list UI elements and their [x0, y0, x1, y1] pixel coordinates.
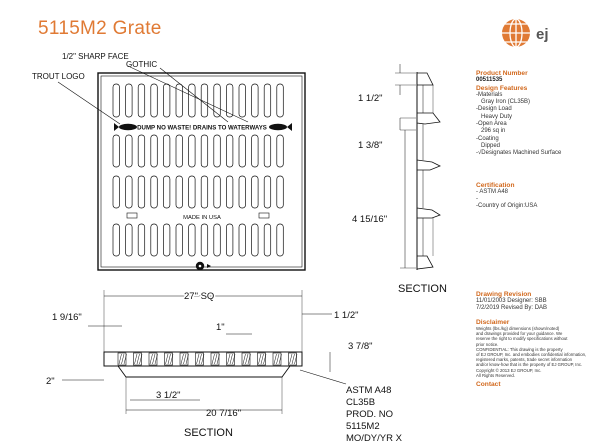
- bottom-dim-lip: 2": [46, 376, 55, 387]
- bottom-dim-overall: 27" SQ: [184, 291, 215, 302]
- grate-slot: [151, 176, 158, 208]
- grate-slot: [214, 176, 221, 208]
- dump-warning-text: DUMP NO WASTE! DRAINS TO WATERWAYS: [137, 124, 267, 132]
- open-area-label: -Open Area: [476, 121, 507, 128]
- disclaimer-text: [476, 326, 598, 378]
- grate-slot: [239, 84, 246, 117]
- globe-icon: [502, 19, 530, 47]
- revision-line-2: 7/2/2019 Revised By: DAB: [476, 305, 548, 312]
- slot-pattern: [113, 84, 283, 256]
- grate-slot: [176, 224, 183, 256]
- grate-slot: [226, 176, 233, 208]
- grate-slot: [138, 176, 145, 208]
- open-area-value: 296 sq in: [481, 128, 506, 135]
- grate-slot: [239, 135, 246, 167]
- grate-slot: [226, 135, 233, 167]
- trout-logo-callout: TROUT LOGO: [32, 72, 85, 81]
- grate-slot: [277, 135, 284, 167]
- grate-slot: [138, 135, 145, 167]
- grate-slot: [163, 176, 170, 208]
- grate-slot: [226, 224, 233, 256]
- contact-heading: Contact: [476, 380, 501, 388]
- country-value: USA: [525, 203, 538, 210]
- product-number: 00511535: [476, 77, 503, 84]
- disclaimer-line: of EJ GROUP, Inc. and embodies confidential information,: [476, 351, 587, 357]
- cert-astm: - ASTM A48: [476, 188, 509, 195]
- grate-slot: [277, 84, 284, 117]
- grate-slot: [163, 84, 170, 117]
- design-features-heading: Design Features: [476, 84, 528, 92]
- certification-heading: Certification: [476, 181, 515, 189]
- grate-slot: [201, 224, 208, 256]
- grate-slot: [138, 84, 145, 117]
- cert-blank: -: [476, 196, 478, 203]
- grate-slot: [113, 224, 120, 256]
- disclaimer-line: prior notice.: [476, 341, 499, 347]
- grate-slot: [151, 135, 158, 167]
- grate-slot: [252, 224, 259, 256]
- bottom-dim-bar: 1": [216, 322, 225, 333]
- grate-slot: [189, 84, 196, 117]
- grate-slot: [126, 84, 133, 117]
- country-label: -Country of Origin:: [476, 203, 526, 210]
- grate-slot: [126, 176, 133, 208]
- grate-slot: [252, 135, 259, 167]
- side-section-profile: [395, 64, 440, 270]
- grate-slot: [176, 176, 183, 208]
- load-value: Heavy Duty: [481, 113, 513, 120]
- logo-text: ej: [536, 26, 549, 43]
- grate-slot: [239, 224, 246, 256]
- disclaimer-line: All Rights Reserved.: [476, 372, 515, 378]
- grate-slot: [252, 84, 259, 117]
- side-dim-mid: 1 3/8": [358, 140, 383, 151]
- grate-slot: [189, 135, 196, 167]
- grate-slot: [252, 176, 259, 208]
- sharp-face-callout: 1/2" SHARP FACE: [62, 52, 129, 61]
- machined-note: -√Designates Machined Surface: [476, 150, 562, 157]
- grate-slot: [189, 176, 196, 208]
- spec-line-3: PROD. NO: [346, 409, 393, 420]
- grate-slot: [214, 224, 221, 256]
- disclaimer-line: Copyright © 2013 EJ GROUP, Inc.: [476, 367, 542, 373]
- grate-slot: [113, 176, 120, 208]
- side-section-label: SECTION: [398, 283, 447, 295]
- grate-slot: [126, 224, 133, 256]
- bottom-dim-height: 3 7/8": [348, 341, 373, 352]
- date-wheel-icon: [196, 262, 211, 270]
- grate-slot: [189, 224, 196, 256]
- disclaimer-line: CONFIDENTIAL: This drawing is the property: [476, 346, 563, 352]
- ej-globe-logo: [500, 10, 560, 58]
- grate-slot: [163, 135, 170, 167]
- bottom-section-profile: [104, 352, 302, 377]
- disclaimer-line: reserve the right to modify specifications without: [476, 336, 568, 342]
- spec-line-5: MO/DY/YR X: [346, 433, 402, 443]
- grate-slot: [113, 84, 120, 117]
- bottom-dim-bottom: 20 7/16": [206, 408, 242, 419]
- material-label: -Materials: [476, 91, 503, 98]
- revision-heading: Drawing Revision: [476, 290, 532, 298]
- grate-slot: [151, 84, 158, 117]
- disclaimer-heading: Disclaimer: [476, 318, 510, 326]
- gothic-callout: GOTHIC: [126, 60, 158, 69]
- revision-line-1: 11/01/2003 Designer: SBB: [476, 298, 547, 305]
- bottom-dim-left: 1 9/16": [52, 312, 82, 323]
- disclaimer-line: and drawings provided for your guidance. We: [476, 331, 563, 337]
- spec-line-1: ASTM A48: [346, 385, 392, 396]
- spec-line-4: 5115M2: [346, 421, 380, 432]
- grate-slot: [214, 135, 221, 167]
- side-dim-bottom: 4 15/16": [352, 214, 388, 225]
- product-number-heading: Product Number: [476, 70, 528, 77]
- load-label: -Design Load: [476, 106, 512, 113]
- disclaimer-line: registered marks, patents, trade secret information: [476, 357, 573, 363]
- grate-slot: [163, 224, 170, 256]
- grate-slot: [239, 176, 246, 208]
- grate-slot: [201, 135, 208, 167]
- bottom-section-label: SECTION: [184, 427, 233, 439]
- side-dim-top: 1 1/2": [358, 93, 383, 104]
- grate-slot: [126, 135, 133, 167]
- grate-slot: [113, 135, 120, 167]
- grate-slot: [277, 224, 284, 256]
- made-in-usa-text: MADE IN USA: [183, 215, 221, 221]
- grate-slot: [151, 224, 158, 256]
- grate-slot: [277, 176, 284, 208]
- page-title: 5115M2 Grate: [38, 18, 162, 39]
- disclaimer-line: and/or know-how that is the property of EJ GROUP, Inc.: [476, 362, 583, 368]
- spec-line-2: CL35B: [346, 397, 376, 408]
- grate-slot: [264, 224, 271, 256]
- bottom-dim-right: 1 1/2": [334, 310, 359, 321]
- grate-slot: [264, 176, 271, 208]
- coating-label: -Coating: [476, 135, 499, 142]
- grate-slot: [176, 135, 183, 167]
- coating-value: Dipped: [481, 142, 501, 149]
- info-panel: [476, 70, 598, 388]
- bottom-dim-inner: 3 1/2": [156, 390, 181, 401]
- grate-slot: [264, 135, 271, 167]
- grate-slot: [138, 224, 145, 256]
- grate-slot: [264, 84, 271, 117]
- grate-slot: [214, 84, 221, 117]
- disclaimer-line: Weights (lbs./kg) dimensions (shown/noted): [476, 325, 560, 331]
- grate-slot: [201, 176, 208, 208]
- material-value: Gray Iron (CL35B): [481, 99, 531, 106]
